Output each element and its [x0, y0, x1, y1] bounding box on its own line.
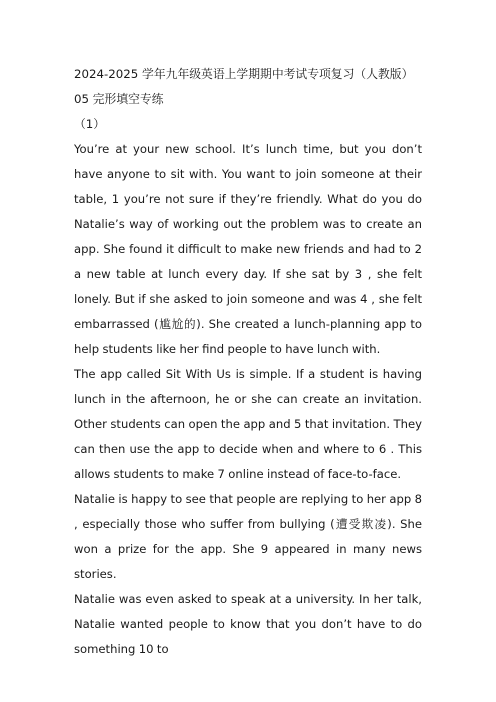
section-heading: 05 完形填空专练: [74, 92, 164, 106]
document-title: 2024-2025 学年九年级英语上学期期中考试专项复习（人教版）: [74, 67, 414, 81]
paragraph-2: The app called Sit With Us is simple. If a student is having lunch in the afternoon, he or she can create an invitation. Other students can open the app and 5 that invitation. They can then use the app to decide when and where to 6 . This allows students to make 7 online instead of face-to-face.: [74, 367, 422, 481]
paragraph-3: Natalie is happy to see that people are replying to her app 8 , especially those who suffer from bullying (遭受欺凌). She won a prize for the app. She 9 appeared in many news stories.: [74, 492, 422, 581]
paragraph-4: Natalie was even asked to speak at a university. In her talk, Natalie wanted people to know that you don’t have to do something 10 to: [74, 592, 422, 656]
document-page: [74, 62, 422, 662]
paragraph-1: You’re at your new school. It’s lunch time, but you don’t have anyone to sit with. You want to join someone at their table, 1 you’re not sure if they’re friendly. What do you do Natalie’s way of working out the problem was to create an app. She found it difficult to make new friends and had to 2 a new table at lunch every day. If she sat by 3 , she felt lonely. But if she asked to join someone and was 4 , she felt embarrassed (尴尬的). She created a lunch-planning app to help students like her find people to have lunch with.: [74, 142, 422, 356]
part-number: （1）: [74, 117, 106, 131]
